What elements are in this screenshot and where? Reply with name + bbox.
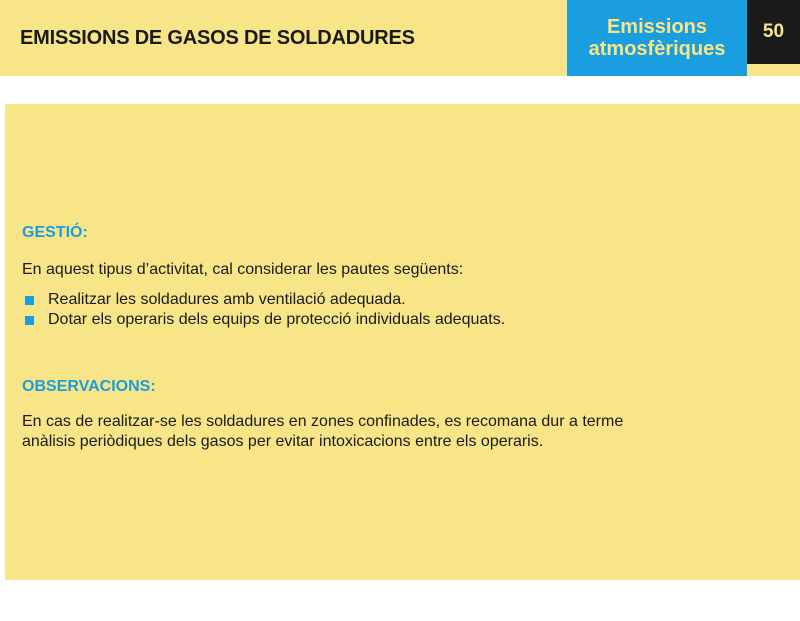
list-item-text: Dotar els operaris dels equips de protecció individuals adequats. <box>48 311 506 328</box>
page-number: 50 <box>762 21 785 42</box>
square-bullet-icon <box>25 316 34 325</box>
list-item-text: Realitzar les soldadures amb ventilació adequada. <box>48 291 406 308</box>
content-panel <box>5 104 800 580</box>
page-number-badge <box>747 0 800 64</box>
category-line-1: Emissions <box>606 16 708 38</box>
page-header <box>0 0 800 76</box>
observacions-line-2: anàlisis periòdiques dels gasos per evitar intoxicacions entre els operaris. <box>22 433 544 450</box>
square-bullet-icon <box>25 296 34 305</box>
gestio-intro: En aquest tipus d’activitat, cal considerar les pautes següents: <box>22 261 464 278</box>
list-item <box>22 290 505 310</box>
list-item <box>22 310 505 330</box>
category-label <box>567 0 747 76</box>
category-line-2: atmosfèriques <box>588 38 726 60</box>
observacions-heading: OBSERVACIONS: <box>22 378 156 395</box>
gestio-heading: GESTIÓ: <box>22 224 88 241</box>
document-title: EMISSIONS DE GASOS DE SOLDADURES <box>20 27 415 49</box>
observacions-line-1: En cas de realitzar-se les soldadures en zones confinades, es recomana dur a terme <box>22 413 624 430</box>
gestio-list <box>22 290 505 330</box>
